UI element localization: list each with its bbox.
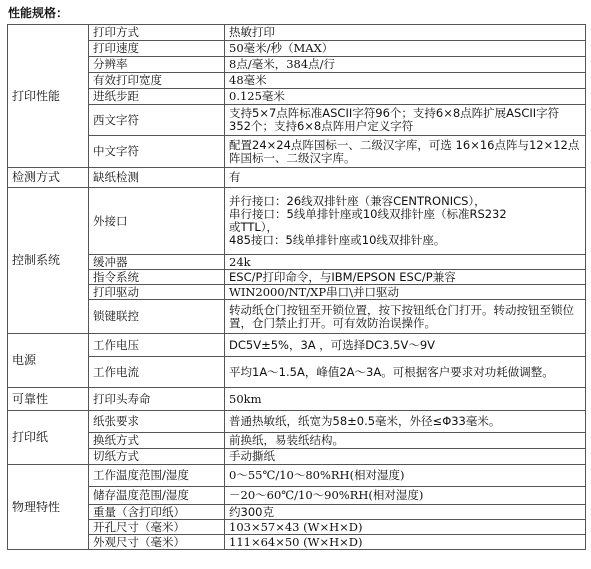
spec-key: 工作温度范围/湿度 <box>89 465 225 487</box>
spec-value: 50km <box>225 388 586 411</box>
interface-list <box>225 188 586 255</box>
spec-value: 配置24×24点阵国标一、二级汉字库，可选 16×16点阵与12×12点阵国标一、二级汉字库。 <box>225 136 586 168</box>
spec-key: 缓冲器 <box>89 255 225 270</box>
spec-key: 储存温度范围/湿度 <box>89 487 225 505</box>
spec-value: DC5V±5%，3A ，可选择DC3.5V～9V <box>225 334 586 357</box>
interface-line: 串行接口：5线单排针座或10线双排针座（标准RS232 <box>229 207 507 221</box>
spec-key: 换纸方式 <box>89 433 225 449</box>
spec-value: 8点/毫米，384点/行 <box>225 57 586 73</box>
spec-value: 约300克 <box>225 505 586 520</box>
interface-line: 485接口：5线单排针座或10线双排针座。 <box>229 233 446 247</box>
spec-value: ESC/P打印命令，与IBM/EPSON ESC/P兼容 <box>225 270 586 285</box>
spec-key: 中文字符 <box>89 136 225 168</box>
spec-key: 工作电压 <box>89 334 225 357</box>
spec-value: 0.125毫米 <box>225 89 586 105</box>
category-control: 控制系统 <box>8 188 89 334</box>
category-print: 打印性能 <box>8 25 89 168</box>
spec-key: 纸张要求 <box>89 411 225 433</box>
category-power: 电源 <box>8 334 89 388</box>
spec-key: 开孔尺寸（毫米） <box>89 520 225 535</box>
spec-key: 有效打印宽度 <box>89 73 225 89</box>
spec-value: 支持5×7点阵标准ASCII字符96个；支持6×8点阵扩展ASCII字符352个；支持6×8点阵用户定义字符 <box>225 105 586 136</box>
spec-value: 103×57×43 (W×H×D) <box>225 520 586 535</box>
spec-value: 手动撕纸 <box>225 449 586 465</box>
spec-value: 转动纸仓门按钮至开锁位置，按下按钮纸仓门打开。转动按钮至锁位置，仓门禁止打开。可有效防治误操作。 <box>225 300 586 334</box>
spec-key: 打印方式 <box>89 25 225 41</box>
spec-key: 工作电流 <box>89 357 225 388</box>
spec-key: 缺纸检测 <box>89 168 225 188</box>
spec-key: 外接口 <box>89 188 225 255</box>
spec-key: 分辨率 <box>89 57 225 73</box>
spec-value: 50毫米/秒（MAX） <box>225 41 586 57</box>
spec-value: －20～60℃/10～90%RH(相对湿度) <box>225 487 586 505</box>
spec-key: 西文字符 <box>89 105 225 136</box>
spec-key: 指令系统 <box>89 270 225 285</box>
spec-value: 前换纸，易装纸结构。 <box>225 433 586 449</box>
interface-line: 并行接口：26线双排针座（兼容CENTRONICS）， <box>229 194 486 208</box>
spec-key: 外观尺寸（毫米） <box>89 535 225 550</box>
category-detect: 检测方式 <box>8 168 89 188</box>
spec-key: 打印速度 <box>89 41 225 57</box>
spec-value: 平均1A～1.5A，峰值2A～3A。可根据客户要求对功耗做调整。 <box>225 357 586 388</box>
spec-value: WIN2000/NT/XP串口\并口驱动 <box>225 285 586 300</box>
spec-value: 0～55℃/10～80%RH(相对湿度) <box>225 465 586 487</box>
spec-value: 111×64×50 (W×H×D) <box>225 535 586 550</box>
spec-value: 48毫米 <box>225 73 586 89</box>
category-reliability: 可靠性 <box>8 388 89 411</box>
spec-key: 打印头寿命 <box>89 388 225 411</box>
spec-key: 打印驱动 <box>89 285 225 300</box>
interface-line: 或TTL）， <box>229 220 279 234</box>
spec-value: 普通热敏纸，纸宽为58±0.5毫米，外径≤Φ33毫米。 <box>225 411 586 433</box>
spec-key: 进纸步距 <box>89 89 225 105</box>
category-paper: 打印纸 <box>8 411 89 465</box>
spec-key: 锁键联控 <box>89 300 225 334</box>
spec-key: 切纸方式 <box>89 449 225 465</box>
category-physical: 物理特性 <box>8 465 89 550</box>
spec-value: 热敏打印 <box>225 25 586 41</box>
spec-key: 重量（含打印纸） <box>89 505 225 520</box>
spec-table <box>7 24 586 550</box>
spec-value: 有 <box>225 168 586 188</box>
spec-value: 24k <box>225 255 586 270</box>
spec-heading: 性能规格： <box>8 6 69 20</box>
